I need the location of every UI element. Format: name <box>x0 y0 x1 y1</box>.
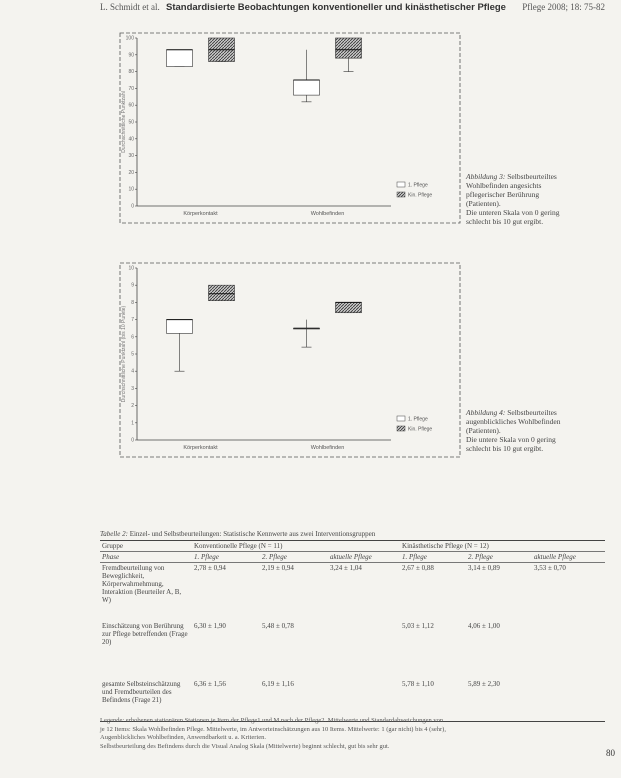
cell: 4,06 ± 1,00 <box>468 622 500 630</box>
table-legend <box>100 717 605 751</box>
table-row <box>100 563 605 622</box>
cell: 5,89 ± 2,30 <box>466 679 532 722</box>
box <box>294 80 320 95</box>
y-axis-label: Durchschnittliche Punktzahl (bis 10 Punkte) <box>121 305 127 403</box>
y-tick-label: 7 <box>131 317 134 324</box>
legend-label: Kin. Pflege <box>408 192 433 199</box>
page-number: 80 <box>606 748 615 758</box>
legend-label: 1. Pflege <box>408 182 428 189</box>
figure-2-svg <box>119 262 461 458</box>
cell: 6,36 ± 1,56 <box>192 679 260 722</box>
legend-label: Kin. Pflege <box>408 426 433 433</box>
category-label: Wohlbefinden <box>310 211 345 217</box>
table-group-header <box>100 541 605 552</box>
y-tick-label: 6 <box>131 334 134 341</box>
category-label: Körperkontakt <box>183 211 218 217</box>
cell: 2,78 ± 0,94 <box>194 564 226 572</box>
phase-header: 2. Pflege <box>260 552 328 563</box>
y-tick-label: 2 <box>131 403 134 410</box>
y-tick-label: 90 <box>128 52 134 59</box>
figure-1-caption-label: Abbildung 3: <box>466 172 506 181</box>
table-legend-line: Augenblickliches Wohlbefinden, Anwendbarkeit u. a. Kriterien. <box>100 734 266 741</box>
cell: 5,78 ± 1,10 <box>400 679 466 722</box>
cell: 3,53 ± 0,70 <box>534 564 566 572</box>
row-label: Fremdbeurteilung von Beweglichkeit, Körperwahrnehmung, Interaktion (Beurteiler A, B, W) <box>102 564 182 604</box>
box <box>167 320 193 334</box>
table-row <box>100 621 605 679</box>
table-caption-text: Einzel- und Selbstbeurteilungen: Statistische Kennwerte aus zwei Interventionsgruppen <box>129 530 376 538</box>
y-tick-label: 1 <box>131 420 134 427</box>
header-reference: Pflege 2008; 18: 75-82 <box>522 2 605 12</box>
legend-swatch <box>397 182 405 187</box>
figure-1-caption-line: schlecht bis 10 gut ergibt. <box>466 217 544 226</box>
y-tick-label: 60 <box>128 102 134 109</box>
legend-swatch <box>397 426 405 431</box>
figure-2-caption-line: (Patienten). <box>466 426 501 435</box>
results-table <box>100 540 605 722</box>
y-axis-label: Durchschnittliche Punktzahl <box>121 91 127 153</box>
cell: 5,03 ± 1,12 <box>402 622 434 630</box>
phase-label: Phase <box>100 552 192 563</box>
y-tick-label: 30 <box>128 153 134 160</box>
box <box>209 285 235 300</box>
box <box>167 50 193 67</box>
cell: 5,48 ± 0,78 <box>262 622 294 630</box>
y-tick-label: 5 <box>131 351 134 358</box>
y-tick-label: 10 <box>128 265 134 272</box>
y-tick-label: 50 <box>128 119 134 126</box>
cell <box>328 679 400 722</box>
figure-2-caption-line: schlecht bis 10 gut ergibt. <box>466 444 544 453</box>
y-tick-label: 70 <box>128 85 134 92</box>
table-row <box>100 679 605 722</box>
box <box>336 302 362 312</box>
table-legend-line: Selbstbeurteilung des Befindens durch die Visual Analog Skala (Mittelwerte) beginnt schlecht, gut bis sehr gut. <box>100 742 390 750</box>
table-caption <box>100 530 600 538</box>
phase-header: aktuelle Pflege <box>328 552 400 563</box>
group-2-header: Kinästhetische Pflege (N = 12) <box>400 541 605 552</box>
header-authors: L. Schmidt et al. <box>100 2 160 12</box>
phase-header: aktuelle Pflege <box>532 552 605 563</box>
cell: 6,30 ± 1,90 <box>194 622 226 630</box>
figure-1-boxplot <box>119 32 461 224</box>
y-tick-label: 20 <box>128 169 134 176</box>
cell <box>532 621 605 679</box>
figure-1-caption <box>466 172 606 226</box>
figure-2-caption-line: augenblickliches Wohlbefinden <box>466 417 561 426</box>
cell: 3,24 ± 1,04 <box>330 564 362 572</box>
figure-2-boxplot <box>119 262 461 458</box>
figure-1-caption-line: Wohlbefinden angesichts <box>466 181 542 190</box>
box <box>336 38 362 58</box>
cell: 6,19 ± 1,16 <box>260 679 328 722</box>
y-tick-label: 80 <box>128 69 134 76</box>
phase-header: 1. Pflege <box>192 552 260 563</box>
phase-header: 2. Pflege <box>466 552 532 563</box>
category-label: Körperkontakt <box>183 445 218 451</box>
legend-swatch <box>397 416 405 421</box>
cell: 3,14 ± 0,89 <box>468 564 500 572</box>
table-legend-line: je 12 Items: Skala Wohlbefinden Pflege. Mittelwerte, im Antworteinschätzungen aus 10 Items. Mittelwerte: 1 (gar nicht) bis 4 (sehr), <box>100 725 446 733</box>
y-tick-label: 100 <box>125 35 134 42</box>
y-tick-label: 0 <box>131 203 134 210</box>
figure-2-caption-line: Selbstbeurteiltes <box>507 408 557 417</box>
figure-1-caption-line: pflegerischer Berührung <box>466 190 540 199</box>
cell <box>328 621 400 679</box>
figure-2-caption-line: Die untere Skala von 0 gering <box>466 435 556 444</box>
figure-1-caption-line: Die unteren Skala von 0 gering <box>466 208 560 217</box>
row-label: Einschätzung von Berührung zur Pflege betreffenden (Frage 20) <box>102 622 188 646</box>
y-tick-label: 10 <box>128 186 134 193</box>
cell: 2,67 ± 0,88 <box>402 564 434 572</box>
legend-label: 1. Pflege <box>408 416 428 423</box>
y-tick-label: 4 <box>131 368 134 375</box>
figure-2-caption <box>466 408 606 453</box>
y-tick-label: 0 <box>131 437 134 444</box>
figure-1-caption-line: Selbstbeurteiltes <box>507 172 557 181</box>
header-title: Standardisierte Beobachtungen konventioneller und kinästhetischer Pflege <box>166 2 506 13</box>
cell: 2,19 ± 0,94 <box>262 564 294 572</box>
table-legend-line: Legende: erhobenen stationären Stationen je Item der Pflege1 und M nach der Pflege2. Mittelwerte und Standardabweichungen von <box>100 717 444 724</box>
figure-1-caption-line: (Patienten). <box>466 199 501 208</box>
legend-swatch <box>397 192 405 197</box>
cell <box>532 679 605 722</box>
y-tick-label: 40 <box>128 136 134 143</box>
group-1-header: Konventionelle Pflege (N = 11) <box>192 541 400 552</box>
group-label: Gruppe <box>100 541 192 552</box>
figure-1-svg <box>119 32 461 224</box>
y-tick-label: 9 <box>131 282 134 289</box>
y-tick-label: 3 <box>131 385 134 392</box>
phase-header: 1. Pflege <box>400 552 466 563</box>
table-caption-label: Tabelle 2: <box>100 530 128 538</box>
figure-2-caption-label: Abbildung 4: <box>466 408 506 417</box>
y-tick-label: 8 <box>131 299 134 306</box>
running-header <box>100 2 605 16</box>
row-label: gesamte Selbsteinschätzung und Fremdbeurteilen des Befindens (Frage 21) <box>100 679 192 722</box>
category-label: Wohlbefinden <box>310 445 345 451</box>
table-phase-header <box>100 552 605 563</box>
